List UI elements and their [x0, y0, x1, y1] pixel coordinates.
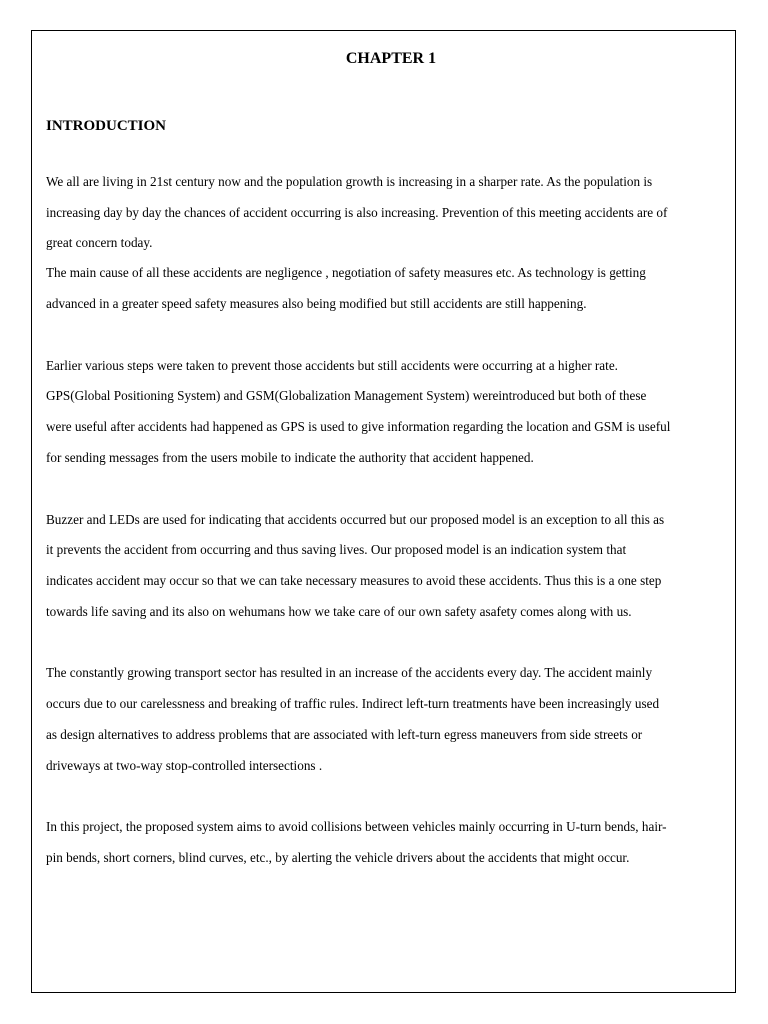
paragraph-line: GPS(Global Positioning System) and GSM(Globalization Management System) wereintroduced but both of these [46, 388, 647, 403]
section-heading: INTRODUCTION [46, 118, 167, 134]
paragraph-line: We all are living in 21st century now and the population growth is increasing in a sharper rate. As the population is [46, 174, 653, 189]
paragraph-line: indicates accident may occur so that we can take necessary measures to avoid these accidents. Thus this is a one step [46, 573, 662, 588]
chapter-title: CHAPTER 1 [345, 50, 437, 67]
paragraph-line: Buzzer and LEDs are used for indicating that accidents occurred but our proposed model is an exception to all this as [46, 512, 665, 527]
paragraph-line: towards life saving and its also on wehumans how we take care of our own safety asafety comes along with us. [46, 604, 632, 619]
paragraph-line: as design alternatives to address problems that are associated with left-turn egress maneuvers from side streets or [46, 727, 643, 742]
paragraph-line: advanced in a greater speed safety measures also being modified but still accidents are still happening. [46, 296, 587, 311]
paragraph-line: great concern today. [46, 235, 153, 250]
paragraph-line: increasing day by day the chances of accident occurring is also increasing. Prevention of this meeting accidents are of [46, 205, 668, 220]
paragraph-line: The constantly growing transport sector has resulted in an increase of the accidents every day. The accident mainly [46, 665, 653, 680]
paragraph-line: pin bends, short corners, blind curves, etc., by alerting the vehicle drivers about the accidents that might occur. [46, 850, 630, 865]
paragraph-line: driveways at two-way stop-controlled intersections . [46, 758, 323, 773]
paragraph-line: The main cause of all these accidents are negligence , negotiation of safety measures etc. As technology is getting [46, 265, 646, 280]
paragraph-line: were useful after accidents had happened as GPS is used to give information regarding the location and GSM is useful [46, 419, 671, 434]
paragraph-line: for sending messages from the users mobile to indicate the authority that accident happened. [46, 450, 534, 465]
paragraph-line: it prevents the accident from occurring and thus saving lives. Our proposed model is an indication system that [46, 542, 627, 557]
paragraph-line: In this project, the proposed system aims to avoid collisions between vehicles mainly occurring in U-turn bends, hair- [46, 819, 667, 834]
paragraph-line: Earlier various steps were taken to prevent those accidents but still accidents were occurring at a higher rate. [46, 358, 618, 373]
paragraph-line: occurs due to our carelessness and breaking of traffic rules. Indirect left-turn treatments have been increasingly used [46, 696, 660, 711]
